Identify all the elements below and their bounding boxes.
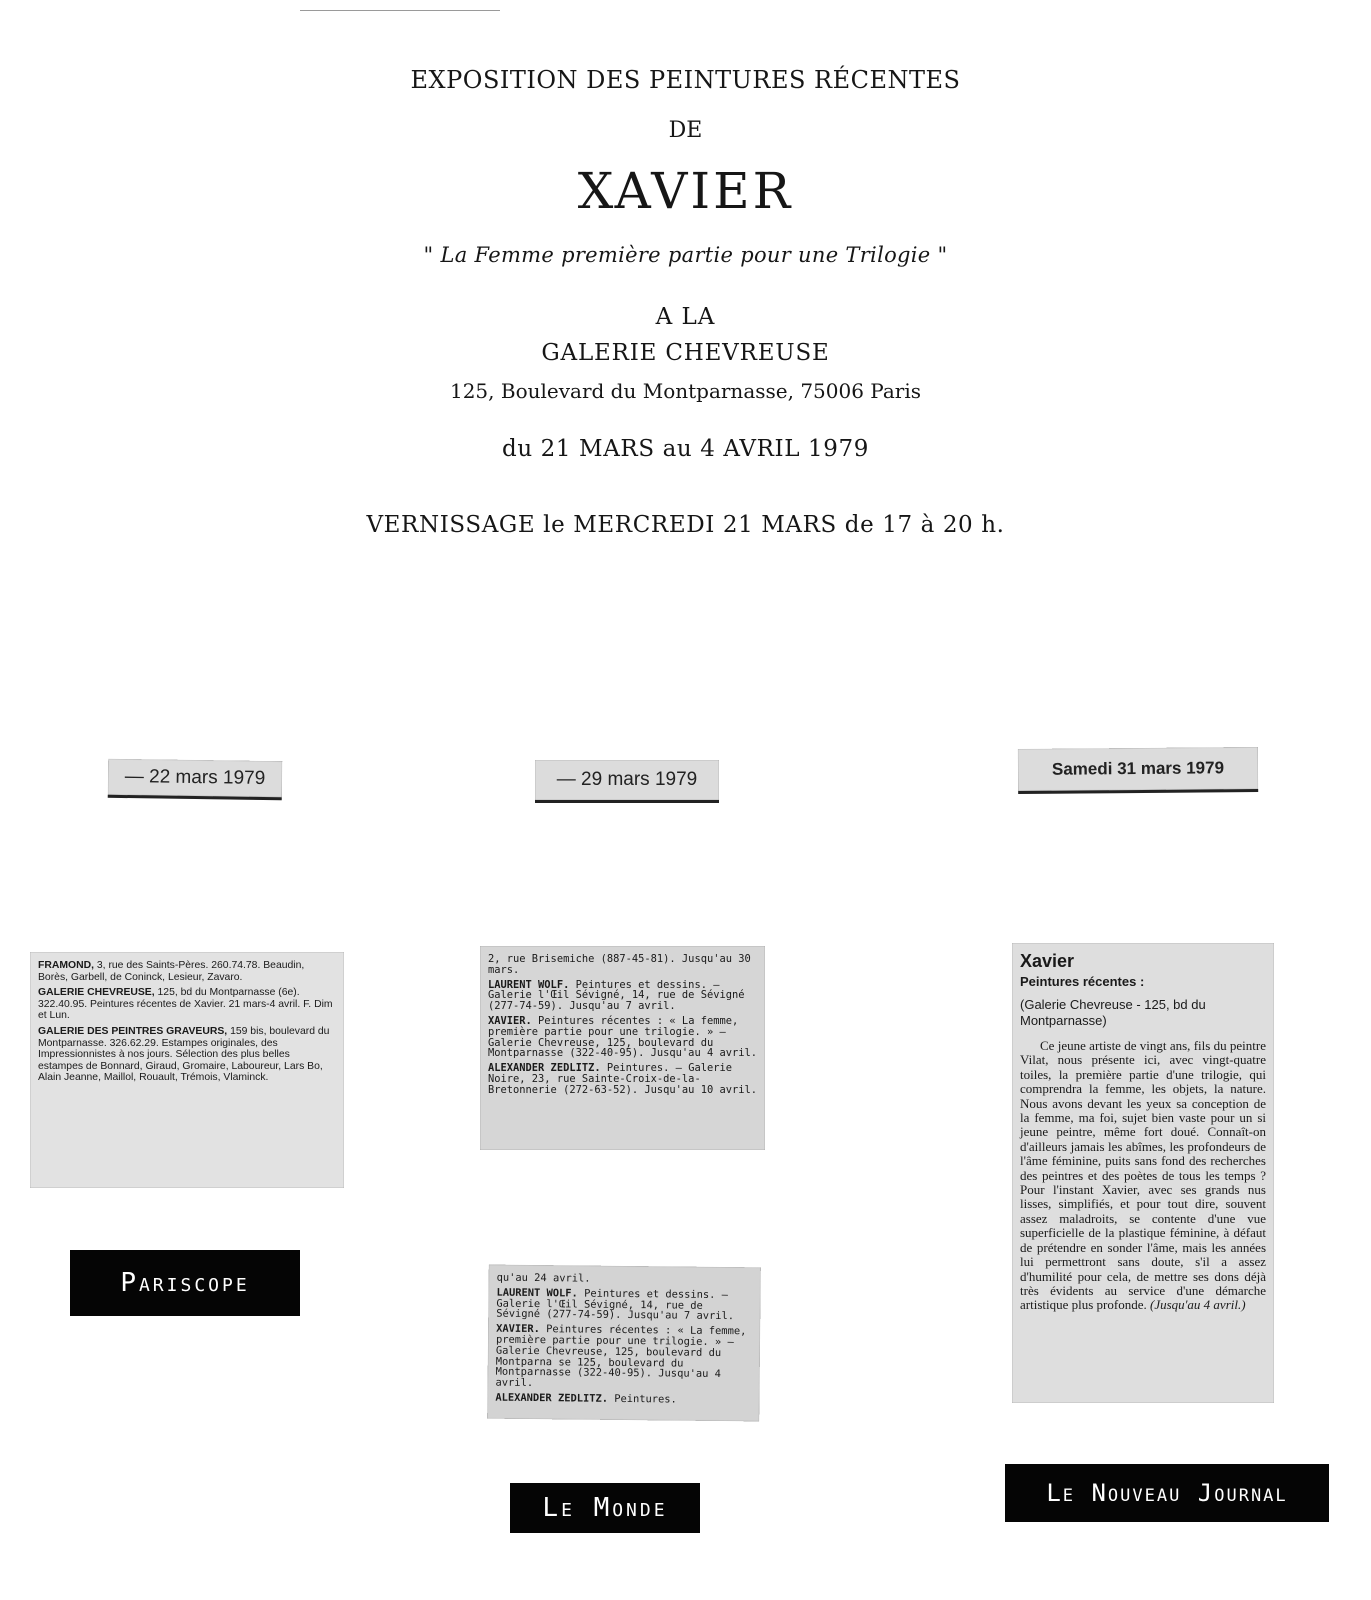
listing-text: 159 bis, boulevard du Montparnasse. 326.62.29. Estampes originales, des Impressionnistes à nos jours. Sélection des plus belles estampes de Bonnard, Giraud, Gromaire, Laboureur, Lars Bo, Alain Jeanne, Maillol, Rouault, Trémois, Vlaminck. [38,1025,330,1084]
listing-paragraph [38,960,336,983]
exhibition-subtitle: " La Femme première partie pour une Trilogie " [423,243,948,267]
listing-bold: XAVIER. [488,1014,532,1027]
listing-paragraph [497,1273,753,1286]
listing-text: 125, bd du Montparnasse (6e). 322.40.95. Peintures récentes de Xavier. 21 mars-4 avril. F. Dim et Lun. [38,987,333,1022]
article-location: (Galerie Chevreuse - 125, bd du Montparnasse) [1020,997,1206,1028]
listing-paragraph [488,1063,757,1095]
vernissage-line: VERNISSAGE le MERCREDI 21 MARS de 17 à 20 h. [366,512,1005,538]
gallery-address: 125, Boulevard du Montparnasse, 75006 Paris [449,379,921,403]
source-label-nouveau-journal: Le Nouveau Journal [1005,1464,1329,1522]
title-de: DE [668,118,703,143]
listing-bold: XAVIER. [496,1322,540,1336]
listing-text: Peintures récentes : « La femme, première partie pour une trilogie. » — Galerie Chevreuse, 125, boulevard du Montparnasse (322-40-95). Jusqu'au 4 avril. [488,1014,757,1060]
article-closing: (Jusqu'au 4 avril.) [1149,1297,1246,1313]
exhibition-dates: du 21 MARS au 4 AVRIL 1979 [502,436,869,462]
press-clipping-pariscope [30,952,344,1188]
listing-paragraph [495,1393,751,1406]
listing-paragraph [496,1324,753,1391]
listing-text: Peintures. — Galerie Noire, 23, rue Sainte-Croix-de-la-Bretonnerie (272-63-52). Jusqu'au 10 avril. [488,1062,757,1096]
exhibition-title: EXPOSITION DES PEINTURES RÉCENTES [410,66,961,94]
listing-paragraph [488,954,757,976]
listing-text: 2, rue Brisemiche (887-45-81). Jusqu'au 30 mars. [488,953,751,976]
gallery-name: GALERIE CHEVREUSE [541,340,830,366]
listing-bold: ALEXANDER ZEDLITZ. [495,1391,609,1405]
listing-bold: GALERIE DES PEINTRES GRAVEURS, [38,1025,228,1037]
top-rule [300,10,500,11]
listing-paragraph [38,987,336,1022]
listing-paragraph [488,1016,757,1059]
listing-text: Peintures. [607,1392,677,1406]
press-clipping-nouveau-journal [1012,943,1274,1403]
article-heading: Xavier [1020,951,1075,971]
date-clipping-pariscope: — 22 mars 1979 [108,759,283,800]
title-a-la: A LA [655,304,716,330]
listing-bold: GALERIE CHEVREUSE, [38,987,155,999]
date-clipping-nouveau-journal: Samedi 31 mars 1979 [1018,747,1258,794]
source-label-le-monde: Le Monde [510,1483,700,1533]
listing-bold: ALEXANDER ZEDLITZ. [488,1062,601,1075]
press-clipping-le-monde-2 [487,1265,761,1422]
listing-text: Peintures et dessins. — Galerie l'Œil Sévigné, 14, rue de Sévigné (277-74-59). Jusqu'au 7 avril. [488,978,745,1013]
source-label-pariscope: Pariscope [70,1250,300,1316]
press-clipping-le-monde [480,946,765,1150]
artist-name: XAVIER [577,162,794,220]
listing-text: Peintures récentes : « La femme, première partie pour une trilogie. » — Galerie Chevreuse, 125, boulevard du Montparna se 125, boulevard du Montparnasse (322-40-95). Jusqu'au 4 avril. [495,1323,747,1390]
listing-paragraph [488,980,757,1012]
listing-bold: FRAMOND, [38,960,94,971]
listing-text: qu'au 24 avril. [496,1271,591,1285]
listing-bold: LAURENT WOLF. [488,978,570,991]
listing-text: 3, rue des Saints-Pères. 260.74.78. Beaudin, Borès, Garbell, de Coninck, Lesieur, Zavaro. [38,960,305,983]
article-subheading: Peintures récentes : [1020,974,1145,989]
listing-paragraph [38,1026,336,1084]
listing-paragraph [496,1287,752,1322]
article-body [1020,1039,1266,1313]
listing-text: Peintures et dessins. — Galerie l'Œil Sévigné, 14, rue de Sévigné (277-74-59). Jusqu'au 7 avril. [496,1287,735,1323]
article-body-text: Ce jeune artiste de vingt ans, fils du peintre Vilat, nous présente ici, avec vingt-quatre toiles, la première partie d'une trilogie, qui comprendra la femme, les objets, la nature. Nous avons devant les yeux sa conception de la femme, ma foi, sujet bien vaste pour un si jeune peintre, même fort doué. Connaît-on d'ailleurs jamais les abîmes, les profondeurs de l'âme féminine, puits sans fond des recherches des peintres et des poètes de tous les temps ? Pour l'instant Xavier, avec ses grands nus lisses, simplifiés, et pour tout dire, souvent assez maladroits, se contente d'une vue superficielle de la plastique féminine, à défaut de prétendre en sonder l'âme, mais les années lui permettront sans doute, s'il a assez d'humilité pour cela, de mettre ses dons déjà très évidents au service d'une démarche artistique plus profonde. [1020,1038,1266,1313]
listing-bold: LAURENT WOLF. [496,1286,578,1300]
date-clipping-le-monde: — 29 mars 1979 [535,760,719,803]
